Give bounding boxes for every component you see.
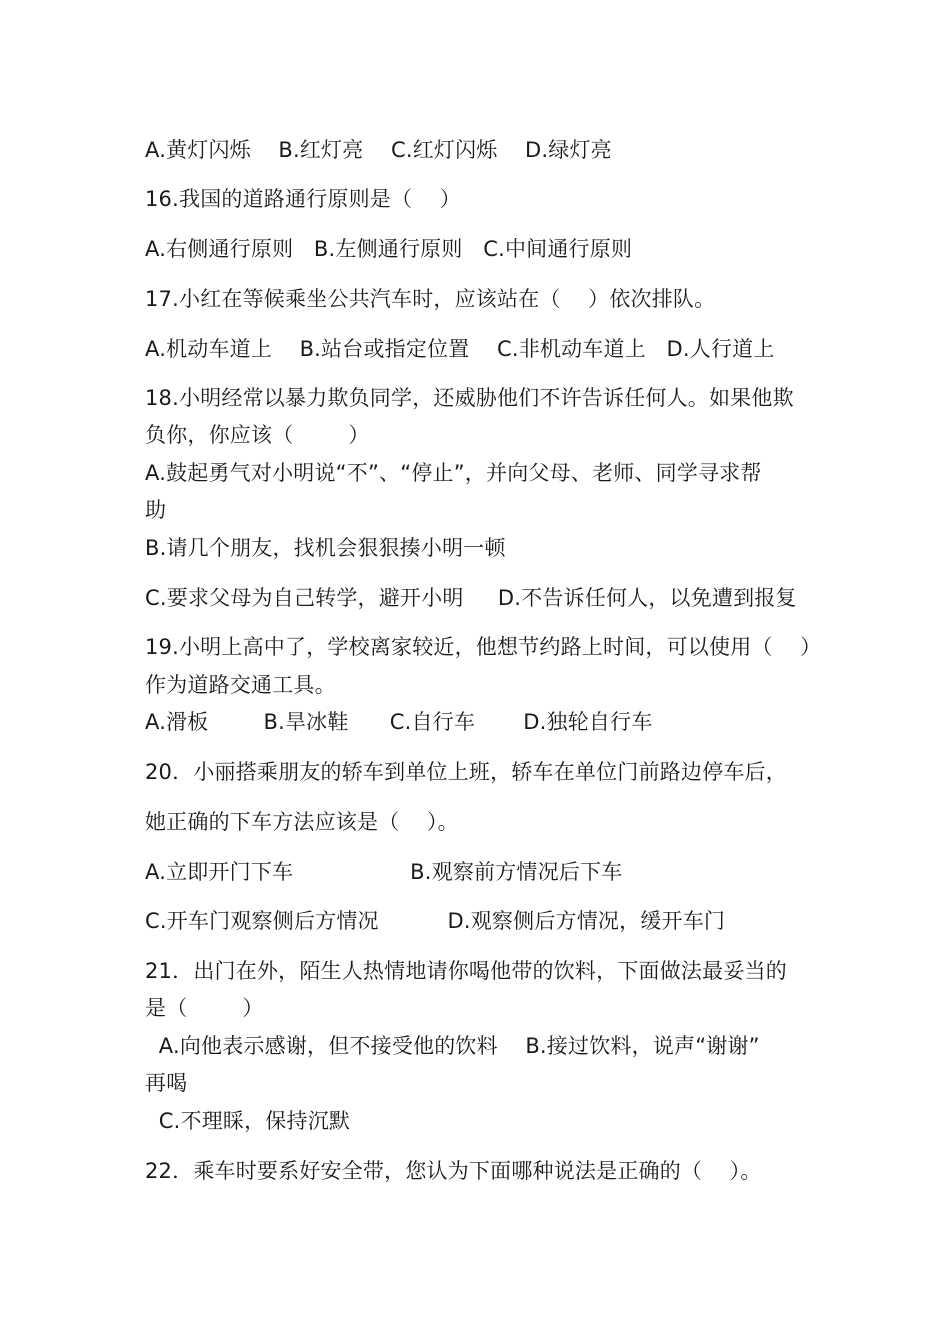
question-21-line-2: 是（ ） (145, 996, 264, 1020)
option-18a-line-2: 助 (145, 498, 167, 522)
option-line-18cd: C.要求父母为自己转学，避开小明 D.不告诉任何人，以免遭到报复 (145, 586, 797, 610)
question-18-line-1: 18.小明经常以暴力欺负同学，还威胁他们不许告诉任何人。如果他欺 (145, 386, 794, 410)
option-line-q17: A.机动车道上 B.站台或指定位置 C.非机动车道上 D.人行道上 (145, 337, 775, 361)
question-16: 16.我国的道路通行原则是（ ） (145, 187, 461, 211)
option-18a-line-1: A.鼓起勇气对小明说“不”、“停止”，并向父母、老师、同学寻求帮 (145, 461, 762, 485)
question-17: 17.小红在等候乘坐公共汽车时，应该站在（ ）依次排队。 (145, 287, 716, 311)
option-line-20ab: A.立即开门下车 B.观察前方情况后下车 (145, 860, 623, 884)
option-line-q16: A.右侧通行原则 B.左侧通行原则 C.中间通行原则 (145, 237, 633, 261)
option-line-21ab: A.向他表示感谢，但不接受他的饮料 B.接过饮料，说声“谢谢” (145, 1034, 760, 1058)
question-19-line-2: 作为道路交通工具。 (145, 673, 336, 697)
question-21-line-1: 21．出门在外，陌生人热情地请你喝他带的饮料，下面做法最妥当的 (145, 959, 787, 983)
option-18b: B.请几个朋友，找机会狠狠揍小明一顿 (145, 536, 506, 560)
option-line-20cd: C.开车门观察侧后方情况 D.观察侧后方情况，缓开车门 (145, 909, 726, 933)
question-22: 22．乘车时要系好安全带，您认为下面哪种说法是正确的（ ）。 (145, 1159, 762, 1183)
option-21b-line-2: 再喝 (145, 1071, 188, 1095)
question-19-line-1: 19.小明上高中了，学校离家较近，他想节约路上时间，可以使用（ ） (145, 635, 822, 659)
question-20-line-1: 20．小丽搭乘朋友的轿车到单位上班，轿车在单位门前路边停车后， (145, 760, 787, 784)
option-line-q19: A.滑板 B.旱冰鞋 C.自行车 D.独轮自行车 (145, 710, 653, 734)
option-21c: C.不理睬，保持沉默 (145, 1109, 351, 1133)
question-20-line-2: 她正确的下车方法应该是（ ）。 (145, 810, 459, 834)
option-line-q15: A.黄灯闪烁 B.红灯亮 C.红灯闪烁 D.绿灯亮 (145, 138, 612, 162)
question-18-line-2: 负你，你应该（ ） (145, 423, 370, 447)
